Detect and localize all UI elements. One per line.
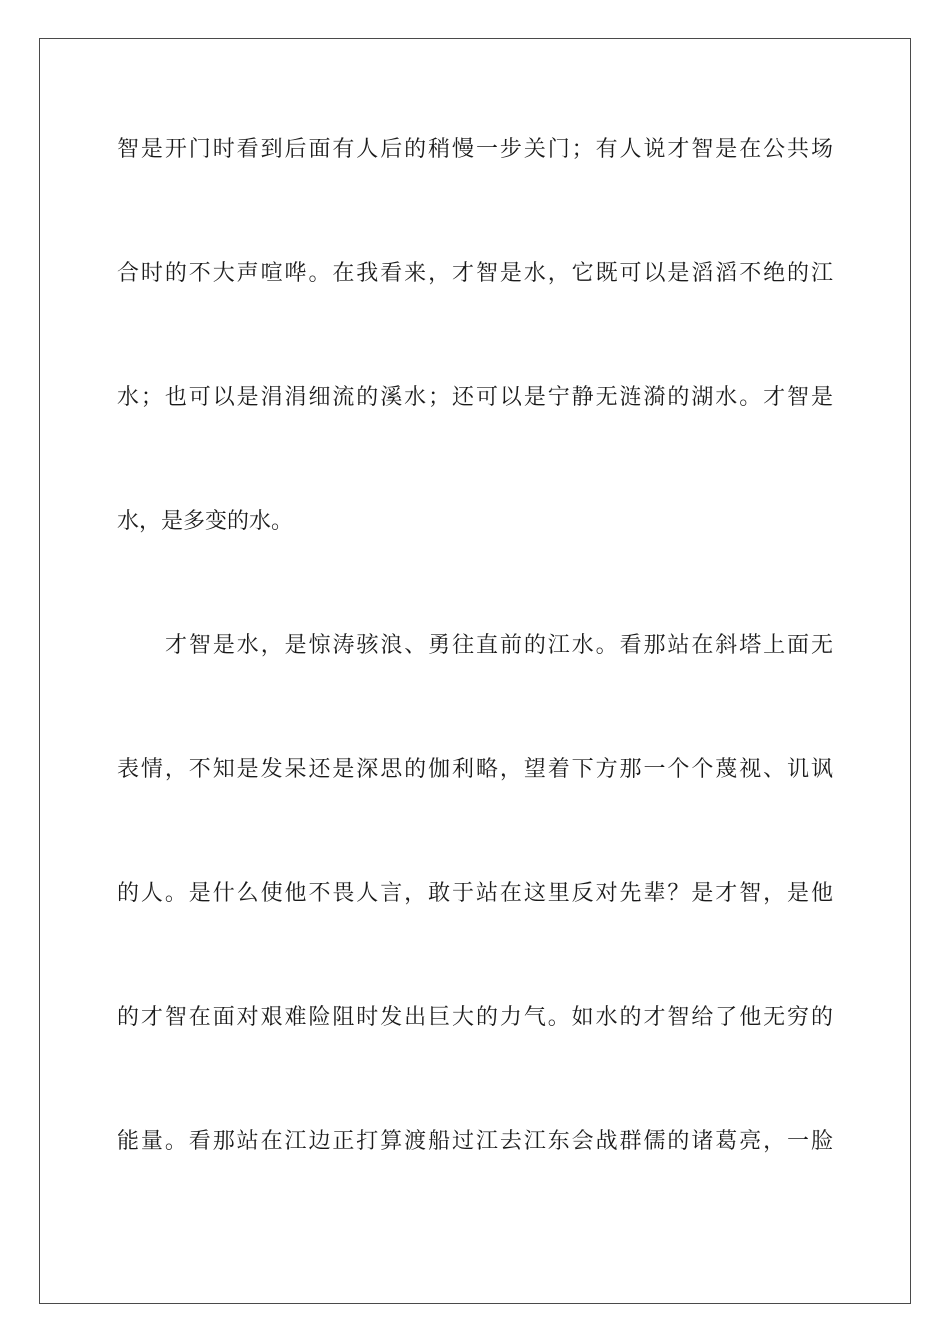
paragraph-line: 水；也可以是涓涓细流的溪水；还可以是宁静无涟漪的湖水。才智是 [117,385,833,410]
paragraph-line: 智是开门时看到后面有人后的稍慢一步关门；有人说才智是在公共场 [117,137,833,162]
paragraph-line: 能量。看那站在江边正打算渡船过江去江东会战群儒的诸葛亮，一脸 [117,1129,833,1154]
paragraph-line: 的人。是什么使他不畏人言，敢于站在这里反对先辈？是才智，是他 [117,881,833,906]
paragraph-line: 水，是多变的水。 [117,509,294,534]
paragraph-line: 合时的不大声喧哗。在我看来，才智是水，它既可以是滔滔不绝的江 [117,261,833,286]
paragraph-first-line: 才智是水，是惊涛骇浪、勇往直前的江水。看那站在斜塔上面无 [165,633,833,658]
paragraph-line: 表情，不知是发呆还是深思的伽利略，望着下方那一个个蔑视、讥讽 [117,757,833,782]
page-border [39,38,911,1304]
paragraph-line: 的才智在面对艰难险阻时发出巨大的力气。如水的才智给了他无穷的 [117,1005,833,1030]
